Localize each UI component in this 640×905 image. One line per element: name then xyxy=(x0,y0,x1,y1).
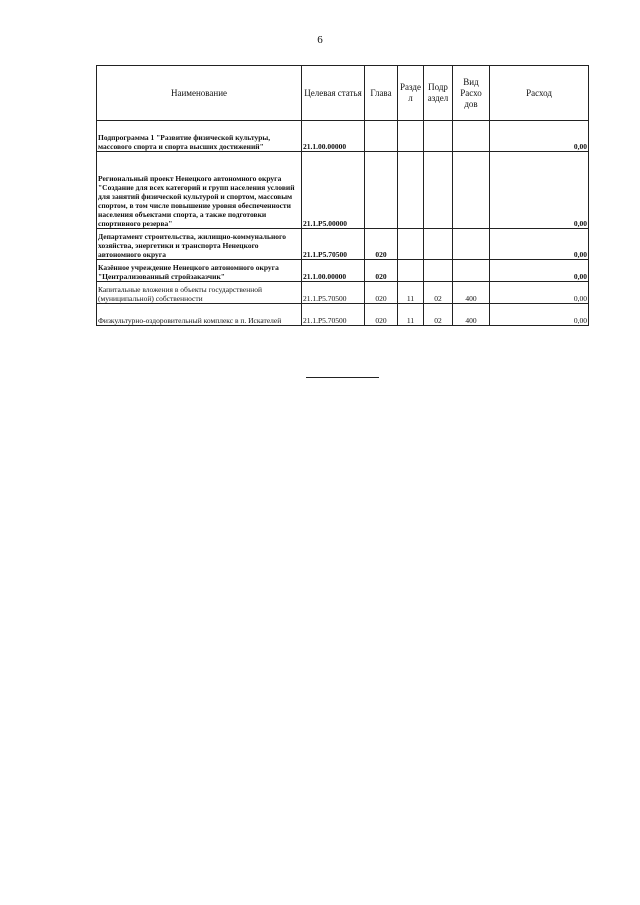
row-type xyxy=(453,260,490,282)
table-row xyxy=(97,260,589,282)
table-row xyxy=(97,304,589,326)
row-amount: 0,00 xyxy=(490,152,589,229)
budget-table xyxy=(96,65,589,326)
row-amount: 0,00 xyxy=(490,282,589,304)
row-chapter xyxy=(365,121,398,152)
page-number: 6 xyxy=(317,34,323,46)
header-expense-type: Вид Расхо дов xyxy=(453,66,490,121)
table-header-row xyxy=(97,66,589,121)
row-target: 21.1.P5.70500 xyxy=(302,304,365,326)
row-target: 21.1.P5.00000 xyxy=(302,152,365,229)
row-name: Департамент строительства, жилищно-коммунального хозяйства, энергетики и транспорта Ненецкого автономного округа xyxy=(97,229,302,260)
row-target: 21.1.P5.70500 xyxy=(302,282,365,304)
row-section xyxy=(398,260,424,282)
row-name: Капитальные вложения в объекты государственной (муниципальной) собственности xyxy=(97,282,302,304)
row-subsection xyxy=(424,229,453,260)
row-chapter: 020 xyxy=(365,282,398,304)
row-chapter: 020 xyxy=(365,229,398,260)
row-target: 21.1.P5.70500 xyxy=(302,229,365,260)
row-subsection: 02 xyxy=(424,304,453,326)
row-type xyxy=(453,229,490,260)
header-section: Разде л xyxy=(398,66,424,121)
row-chapter xyxy=(365,152,398,229)
header-subsection: Подр аздел xyxy=(424,66,453,121)
row-chapter: 020 xyxy=(365,260,398,282)
header-expense: Расход xyxy=(490,66,589,121)
row-type: 400 xyxy=(453,282,490,304)
end-separator-line xyxy=(306,377,379,378)
row-target: 21.1.00.00000 xyxy=(302,121,365,152)
row-subsection xyxy=(424,260,453,282)
header-chapter: Глава xyxy=(365,66,398,121)
row-name: Региональный проект Ненецкого автономного округа "Создание для всех категорий и групп населения условий для занятий физической культурой и спортом, массовым спортом, в том числе повышение уровня обеспеченности населения объектами спорта, а также подготовки спортивного резерва" xyxy=(97,152,302,229)
table-row xyxy=(97,152,589,229)
row-subsection xyxy=(424,152,453,229)
row-section: 11 xyxy=(398,282,424,304)
row-target: 21.1.00.00000 xyxy=(302,260,365,282)
row-name: Подпрограмма 1 "Развитие физической культуры, массового спорта и спорта высших достижений" xyxy=(97,121,302,152)
row-subsection xyxy=(424,121,453,152)
header-name: Наименование xyxy=(97,66,302,121)
row-name: Физкультурно-оздоровительный комплекс в п. Искателей xyxy=(97,304,302,326)
row-amount: 0,00 xyxy=(490,260,589,282)
table-row xyxy=(97,229,589,260)
table-row xyxy=(97,282,589,304)
row-type: 400 xyxy=(453,304,490,326)
row-section xyxy=(398,121,424,152)
row-type xyxy=(453,121,490,152)
row-section: 11 xyxy=(398,304,424,326)
row-subsection: 02 xyxy=(424,282,453,304)
table-row xyxy=(97,121,589,152)
header-target-article: Целевая статья xyxy=(302,66,365,121)
row-amount: 0,00 xyxy=(490,229,589,260)
row-amount: 0,00 xyxy=(490,121,589,152)
row-amount: 0,00 xyxy=(490,304,589,326)
row-name: Казённое учреждение Ненецкого автономного округа "Централизованный стройзаказчик" xyxy=(97,260,302,282)
row-type xyxy=(453,152,490,229)
row-chapter: 020 xyxy=(365,304,398,326)
row-section xyxy=(398,229,424,260)
row-section xyxy=(398,152,424,229)
